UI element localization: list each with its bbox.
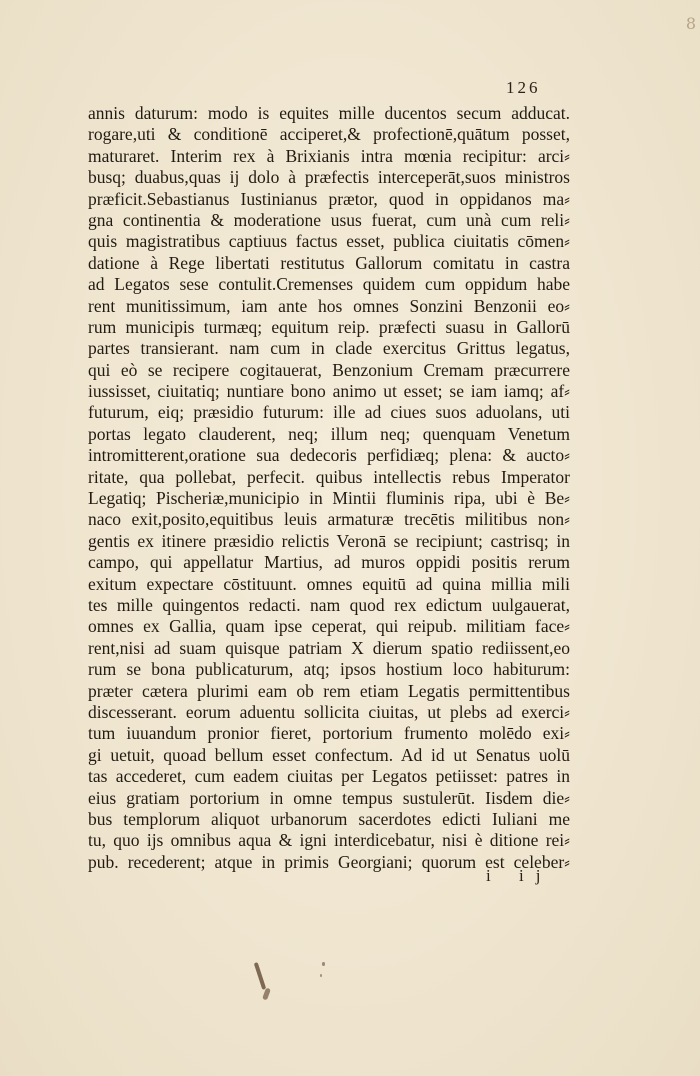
- ink-speck: [320, 974, 322, 977]
- text-line: rum municipis turmæq; equitum reip. præfecti suasu in Gallorū: [88, 316, 570, 337]
- page-number: 126: [506, 78, 541, 97]
- body-text: [88, 103, 578, 873]
- text-line: datione à Rege libertati restitutus Gallorum comitatu in castra: [88, 252, 570, 273]
- text-line: busq; duabus,quas ij dolo à præfectis interceperāt,suos ministros: [88, 167, 570, 188]
- text-line: eius gratiam portorium in omne tempus sustulerūt. Iisdem die⸗: [88, 787, 570, 808]
- text-line: tas accederet, cum eadem ciuitas per Legatos petiisset: patres in: [88, 766, 570, 787]
- text-line: exitum expectare cōstituunt. omnes equitū ad quina millia mili: [88, 573, 570, 594]
- text-line: rent,nisi ad suam quisque patriam X dierum spatio rediissent,eo: [88, 637, 570, 658]
- text-line: pub. recederent; atque in primis Georgiani; quorum est celeber⸗: [88, 851, 570, 872]
- text-line: ritate, qua pollebat, perfecit. quibus intellectis rebus Imperator: [88, 466, 570, 487]
- signature-mark: i ij: [486, 866, 553, 885]
- text-line: Legatiq; Pischeriæ,municipio in Mintii fluminis ripa, ubi è Be⸗: [88, 488, 570, 509]
- text-line: maturaret. Interim rex à Brixianis intra mœnia recipitur: arci⸗: [88, 145, 570, 166]
- text-line: discesserant. eorum aduentu sollicita ciuitas, ut plebs ad exerci⸗: [88, 701, 570, 722]
- text-line: tum iuuandum pronior fieret, portorium frumento molēdo exi⸗: [88, 723, 570, 744]
- text-line: rogare,uti & conditionē acciperet,& profectionē,quātum posset,: [88, 124, 570, 145]
- edge-mark: 8: [685, 14, 696, 33]
- text-line: portas legato clauderent, neq; illum neq; quenquam Venetum: [88, 423, 570, 444]
- text-line: annis daturum: modo is equites mille ducentos secum adducat.: [88, 103, 570, 123]
- ink-stain: [254, 962, 266, 990]
- text-line: præficit.Sebastianus Iustinianus prætor, quod in oppidanos ma⸗: [88, 188, 570, 209]
- text-line: bus templorum aliquot urbanorum sacerdotes edicti Iuliani me: [88, 808, 570, 829]
- text-line: futurum, eiq; præsidio futurum: ille ad ciues suos aduolans, uti: [88, 402, 570, 423]
- text-line: tu, quo ijs omnibus aqua & igni interdicebatur, nisi è ditione rei⸗: [88, 830, 570, 851]
- text-line: ad Legatos sese contulit.Cremenses quidem cum oppidum habe: [88, 274, 570, 295]
- text-line: quis magistratibus captiuus factus esset, publica ciuitatis cōmen⸗: [88, 231, 570, 252]
- text-line: campo, qui appellatur Martius, ad muros oppidi positis rerum: [88, 552, 570, 573]
- text-line: iussisset, ciuitatiq; nuntiare bono animo ut esset; se iam iamq; af⸗: [88, 381, 570, 402]
- text-line: gi uetuit, quoad bellum esset confectum. Ad id ut Senatus uolū: [88, 744, 570, 765]
- text-line: qui eò se recipere cogitauerat, Benzonium Cremam præcurrere: [88, 359, 570, 380]
- text-line: gentis ex itinere præsidio relictis Veronā se recipiunt; castrisq; in: [88, 530, 570, 551]
- text-line: tes mille quingentos redacti. nam quod rex edictum uulgauerat,: [88, 594, 570, 615]
- text-line: naco exit,posito,equitibus leuis armaturæ trecētis militibus non⸗: [88, 509, 570, 530]
- text-line: partes transierant. nam cum in clade exercitus Grittus legatus,: [88, 338, 570, 359]
- text-line: omnes ex Gallia, quam ipse ceperat, qui reipub. militiam face⸗: [88, 616, 570, 637]
- text-line: gna continentia & moderatione usus fuerat, cum unà cum reli⸗: [88, 209, 570, 230]
- text-line: intromitterent,oratione sua dedecoris perfidiæq; plena: & aucto⸗: [88, 445, 570, 466]
- text-line: rum se bona publicaturum, atq; ipsos hostium loco habiturum:: [88, 659, 570, 680]
- ink-speck: [322, 962, 325, 966]
- text-line: rent munitissimum, iam ante hos omnes Sonzini Benzonii eo⸗: [88, 295, 570, 316]
- text-line: præter cætera plurimi eam ob rem etiam Legatis permittentibus: [88, 680, 570, 701]
